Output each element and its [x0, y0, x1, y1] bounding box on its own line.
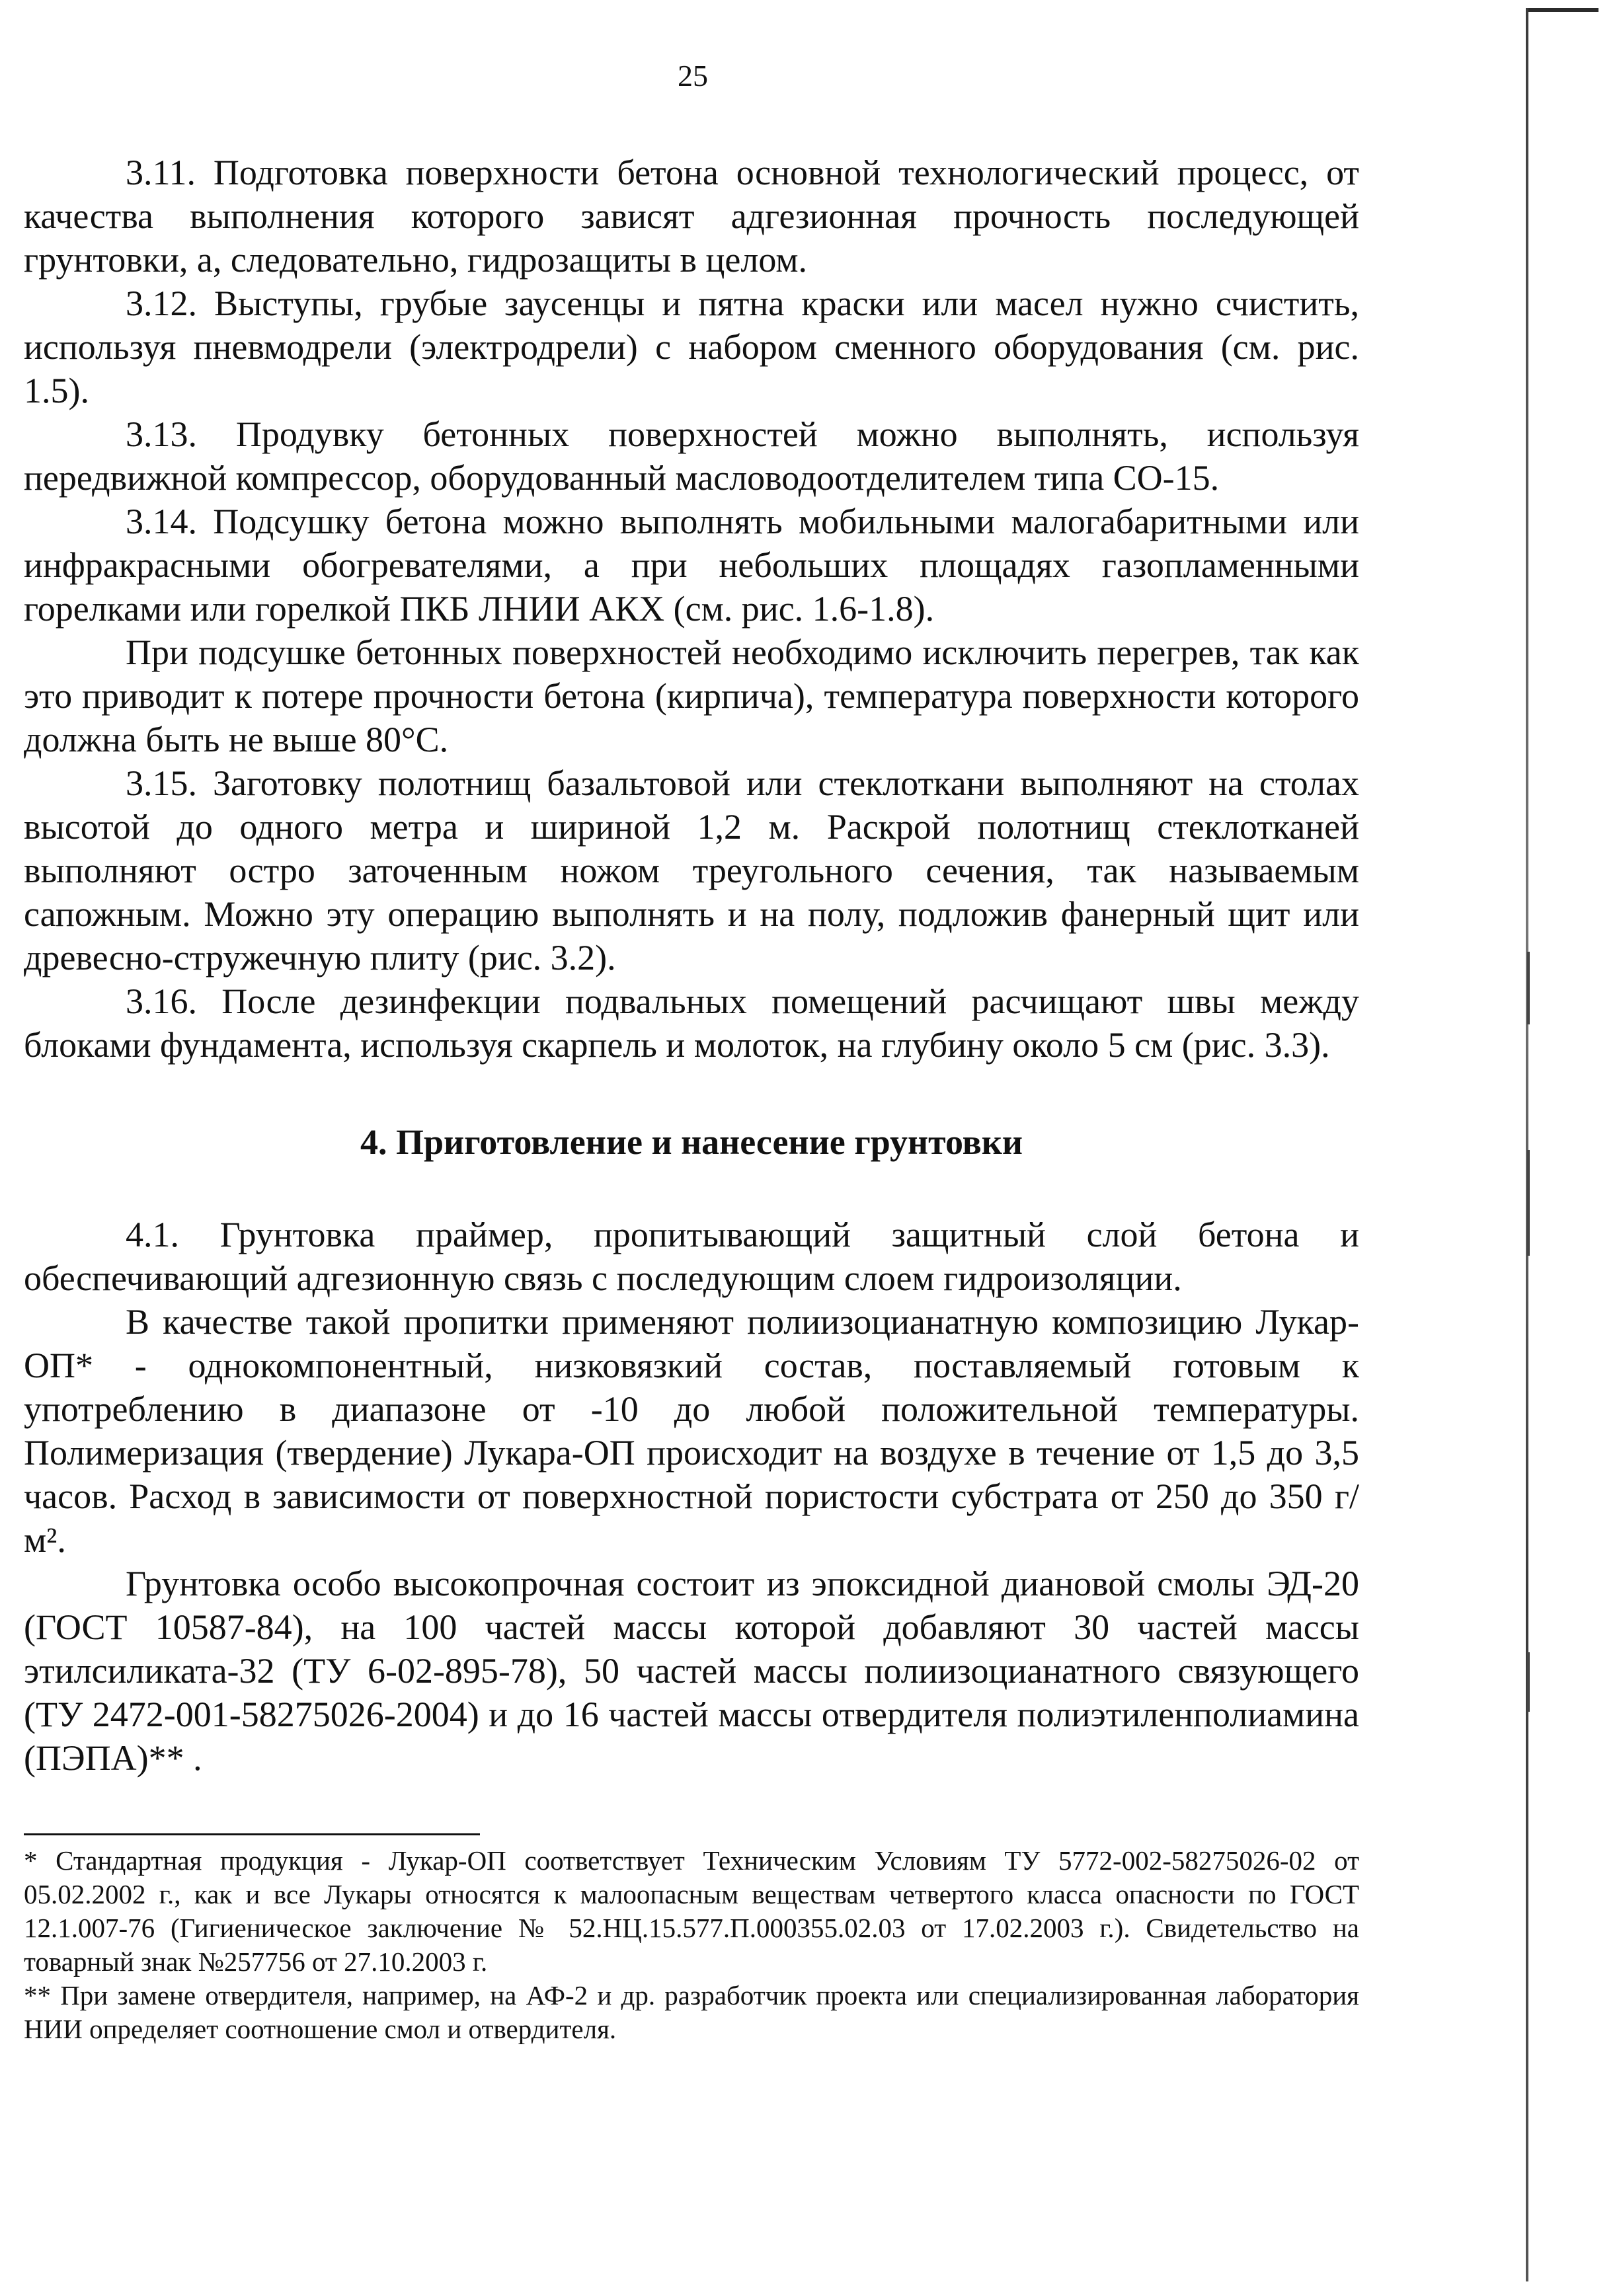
- footnotes: [24, 1844, 1359, 2046]
- scan-edge-top-mark: [1526, 8, 1598, 12]
- footnote-2: ** При замене отвердителя, например, на АФ-2 и др. разработчик проекта или специализированная лаборатория НИИ определяет соотношение смол и отвердителя.: [24, 1980, 1359, 2044]
- scan-edge-line: [1526, 8, 1528, 2281]
- scan-edge-mark: [1527, 1150, 1530, 1256]
- paragraph-epoxy-primer: Грунтовка особо высокопрочная состоит из эпоксидной диановой смолы ЭД-20 (ГОСТ 10587-84), на 100 частей массы которой добавляют 30 частей массы этилсиликата-32 (ТУ 6-02-895-78), 50 частей массы полиизоцианатного связующего (ТУ 2472-001-58275026-2004) и до 16 частей массы отвердителя полиэтиленполиамина (ПЭПА)** .: [24, 1564, 1359, 1778]
- section-heading: 4. Приготовление и нанесение грунтовки: [360, 1122, 1023, 1162]
- scan-edge-mark: [1527, 1652, 1530, 1712]
- paragraph-3-16: 3.16. После дезинфекции подвальных помещений расчищают швы между блоками фундамента, используя скарпель и молоток, на глубину около 5 см (рис. 3.3).: [24, 981, 1359, 1065]
- paragraph-3-13: 3.13. Продувку бетонных поверхностей можно выполнять, используя передвижной компрессор, оборудованный масловодоотделителем типа СО-15.: [24, 414, 1359, 498]
- footnote-divider: [24, 1833, 480, 1835]
- main-text: [24, 151, 1359, 1780]
- paragraph-3-12: 3.12. Выступы, грубые заусенцы и пятна краски или масел нужно счистить, используя пневмодрели (электродрели) с набором сменного оборудования (см. рис. 1.5).: [24, 284, 1359, 410]
- paragraph-3-14: 3.14. Подсушку бетона можно выполнять мобильными малогабаритными или инфракрасными обогревателями, а при небольших площадях газопламенными горелками или горелкой ПКБ ЛНИИ АКХ (см. рис. 1.6-1.8).: [24, 502, 1359, 629]
- paragraph-3-11: 3.11. Подготовка поверхности бетона основной технологический процесс, от качества выполнения которого зависят адгезионная прочность последующей грунтовки, а, следовательно, гидрозащиты в целом.: [24, 153, 1359, 280]
- paragraph-lukar-op: В качестве такой пропитки применяют полиизоцианатную композицию Лукар-ОП* - однокомпонентный, низковязкий состав, поставляемый готовым к употреблению в диапазоне от -10 до любой положительной температуры. Полимеризация (твердение) Лукара-ОП происходит на воздухе в течение от 1,5 до 3,5 часов. Расход в зависимости от поверхностной пористости субстрата от 250 до 350 г/м².: [24, 1302, 1359, 1560]
- paragraph-4-1: 4.1. Грунтовка праймер, пропитывающий защитный слой бетона и обеспечивающий адгезионную связь с последующим слоем гидроизоляции.: [24, 1215, 1359, 1298]
- paragraph-drying-note: При подсушке бетонных поверхностей необходимо исключить перегрев, так как это приводит к потере прочности бетона (кирпича), температура поверхности которого должна быть не выше 80°С.: [24, 632, 1359, 759]
- footnote-1: * Стандартная продукция - Лукар-ОП соответствует Техническим Условиям ТУ 5772-002-58275026-02 от 05.02.2002 г., как и все Лукары относятся к малоопасным веществам четвертого класса опасности по ГОСТ 12.1.007-76 (Гигиеническое заключение № 52.НЦ.15.577.П.000355.02.03 от 17.02.2003 г.). Свидетельство на товарный знак №257756 от 27.10.2003 г.: [24, 1845, 1359, 1977]
- page-number: 25: [678, 59, 708, 93]
- scan-edge-mark: [1527, 952, 1530, 1024]
- paragraph-3-15: 3.15. Заготовку полотнищ базальтовой или стеклоткани выполняют на столах высотой до одного метра и шириной 1,2 м. Раскрой полотнищ стеклотканей выполняют остро заточенным ножом треугольного сечения, так называемым сапожным. Можно эту операцию выполнять и на полу, подложив фанерный щит или древесно-стружечную плиту (рис. 3.2).: [24, 763, 1359, 977]
